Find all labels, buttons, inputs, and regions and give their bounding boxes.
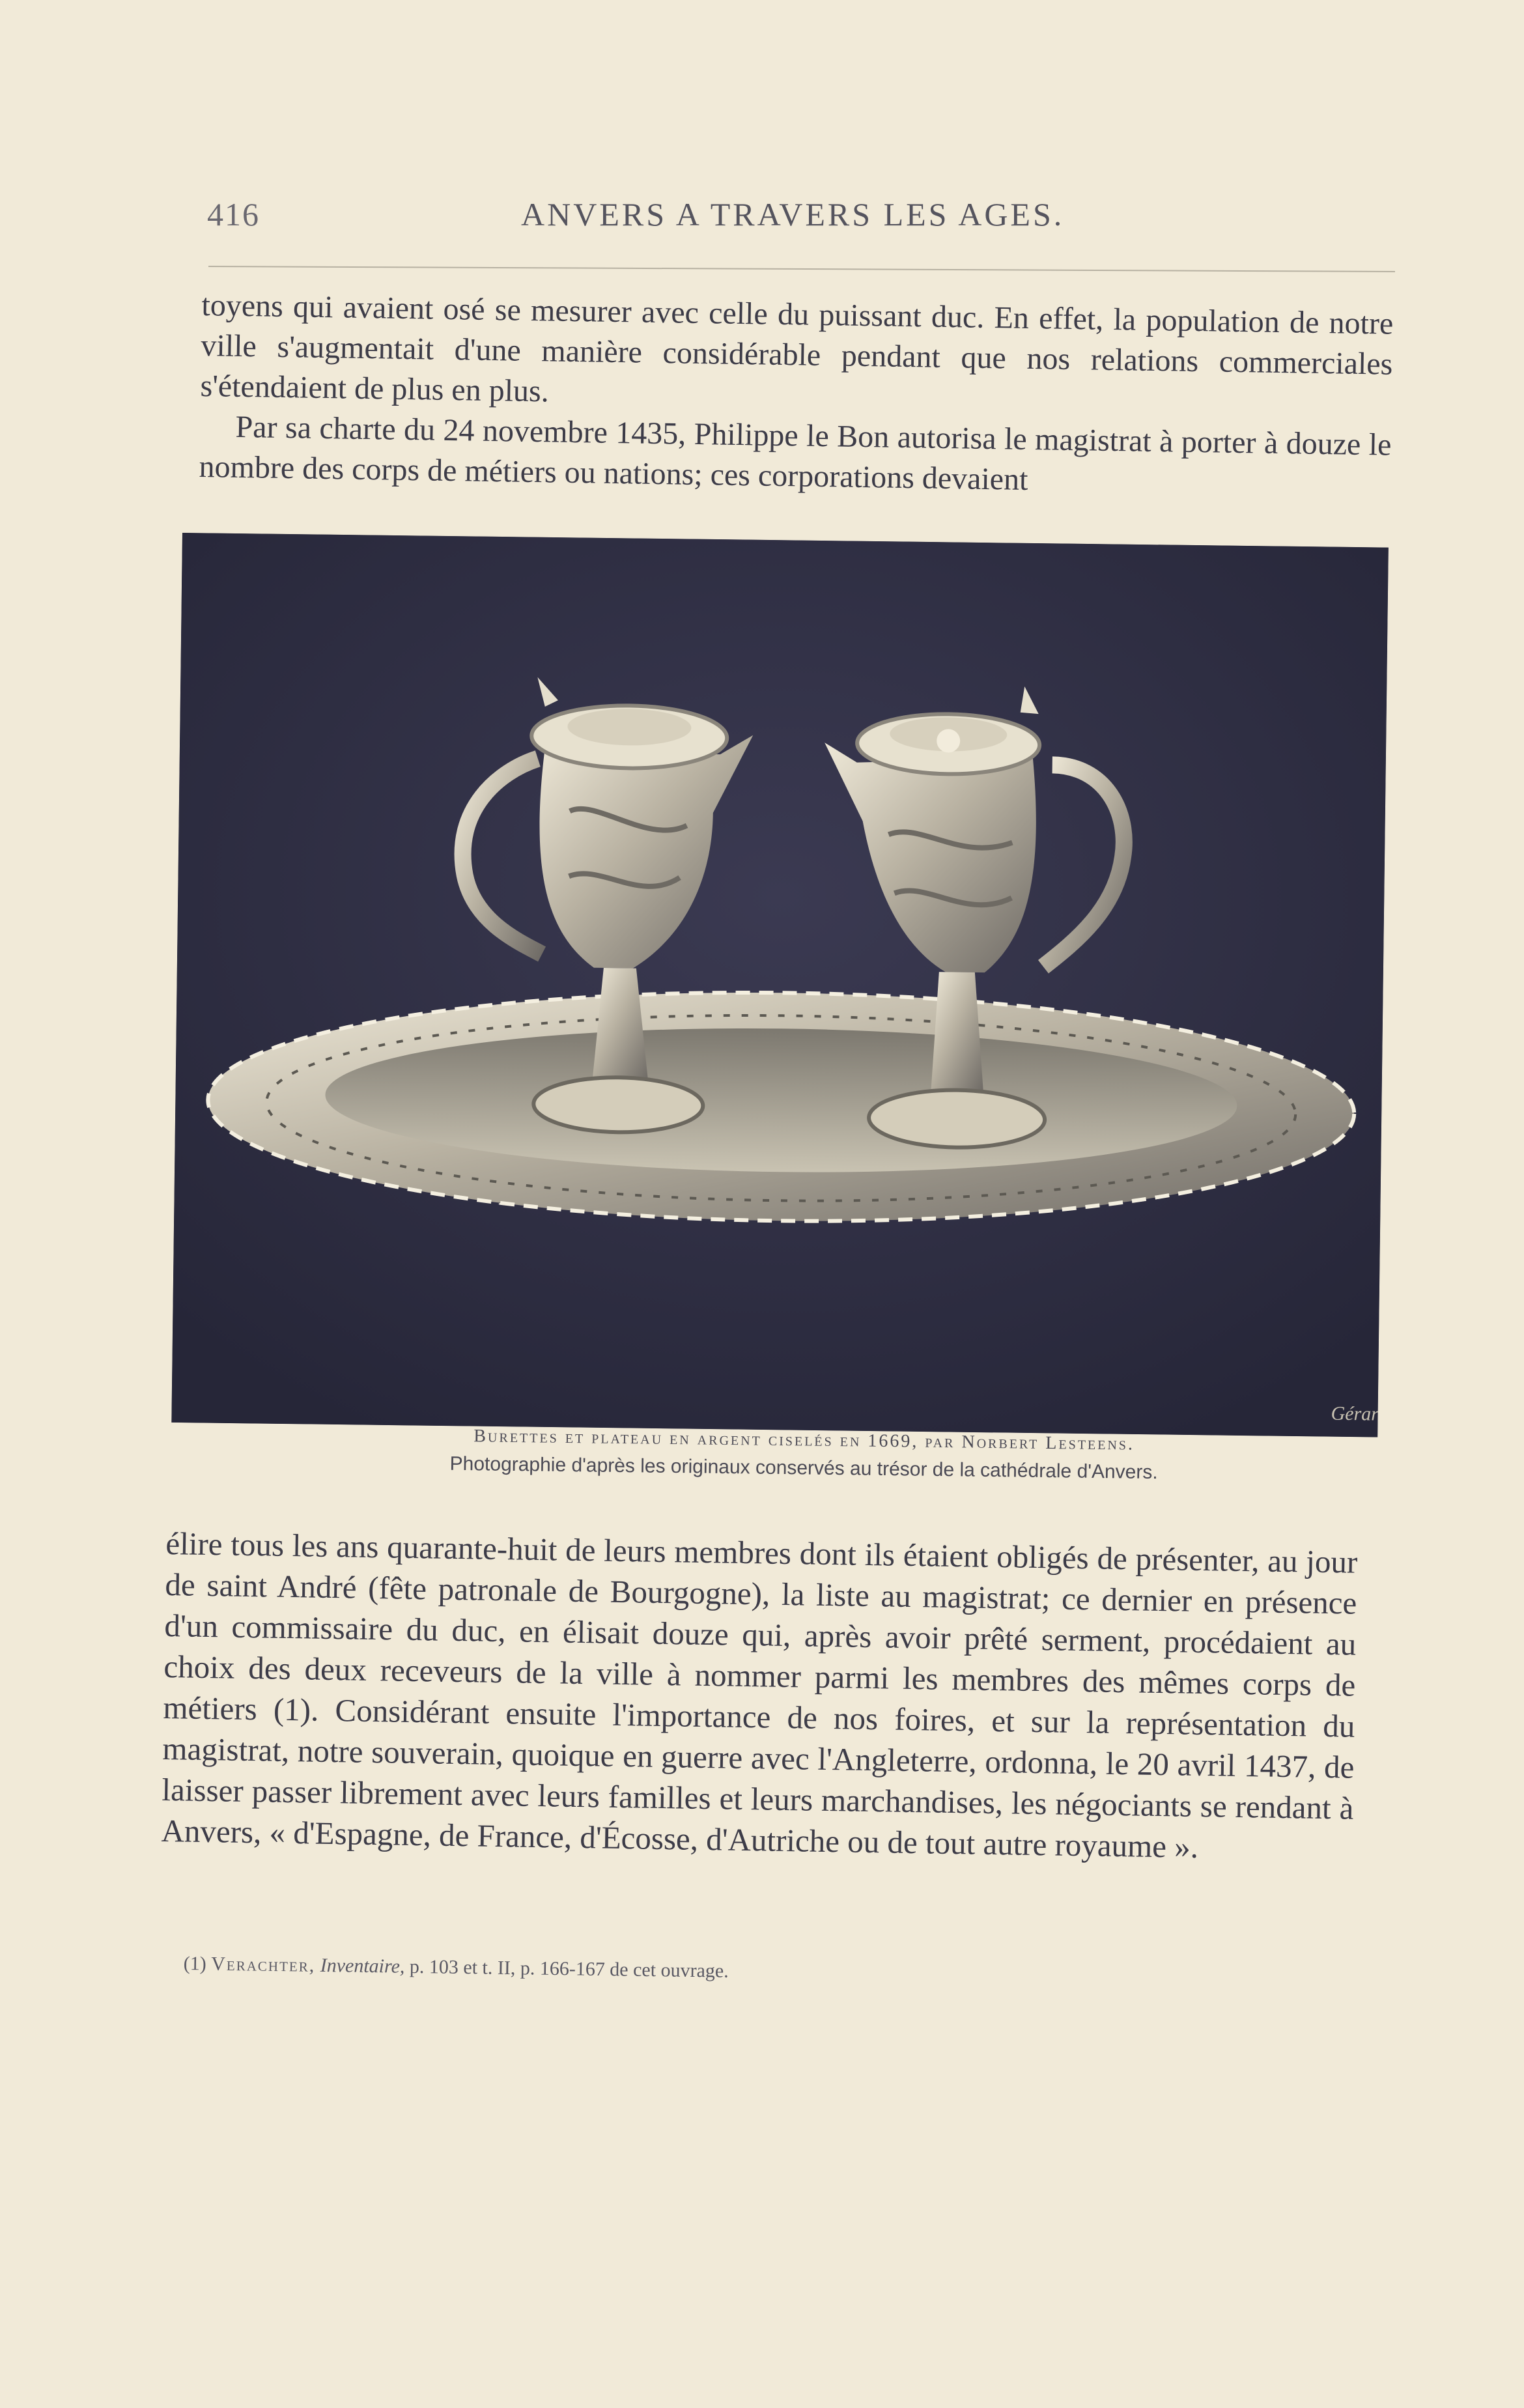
footnote-reference: p. 103 et t. II, p. 166-167 de cet ouvrage. (409, 1955, 729, 1982)
top-text-block (199, 285, 1394, 506)
paragraph-election: élire tous les ans quarante-huit de leurs membres dont ils étaient obligés de présenter, au jour de saint André (fête patronale de Bourgogne), la liste au magistrat; ce dernier en présence d'un commissaire du duc, en élisait douze qui, après avoir prêté serment, procédaient au choix des deux receveurs de la ville à nommer parmi les membres des mêmes corps de métiers (1). Considérant ensuite l'importance de nos foires, et sur la représentation du magistrat, notre souverain, quoique en guerre avec l'Angleterre, ordonna, le 20 avril 1437, de laisser passer librement avec leurs familles et leurs marchandises, les négociants se rendant à Anvers, « d'Espagne, de France, d'Écosse, d'Autriche ou de tout autre royaume ». (161, 1525, 1358, 1865)
engraver-signature: Gérard (1331, 1402, 1389, 1425)
paragraph-continuation: toyens qui avaient osé se mesurer avec celle du puissant duc. En effet, la population de notre ville s'augmentait d'une manière considérable pendant que nos relations commerciales s'étendaient de plus en plus. (200, 287, 1394, 409)
footnote (184, 1953, 729, 1983)
footnote-marker: (1) (183, 1953, 206, 1975)
caption-source: Photographie d'après les originaux conservés au trésor de la cathédrale d'Anvers. (449, 1452, 1158, 1484)
footnote-author: Verachter, (211, 1953, 316, 1976)
footnote-work: Inventaire, (320, 1954, 405, 1977)
paragraph-charter: Par sa charte du 24 novembre 1435, Philippe le Bon autorisa le magistrat à porter à douze le nombre des corps de métiers ou nations; ces corporations devaient (199, 409, 1392, 497)
figure-caption (354, 1421, 1254, 1488)
running-head (202, 195, 1400, 234)
page-number: 416 (207, 196, 260, 233)
header-rule (208, 266, 1395, 272)
photograph-plate (171, 533, 1389, 1438)
caption-title: Burettes et plateau en argent ciselés en 1669, par Norbert Lesteens. (473, 1426, 1135, 1454)
bottom-text-block (161, 1523, 1358, 1870)
running-title: ANVERS A TRAVERS LES AGES. (521, 196, 1065, 233)
burettes-photograph (171, 533, 1389, 1438)
